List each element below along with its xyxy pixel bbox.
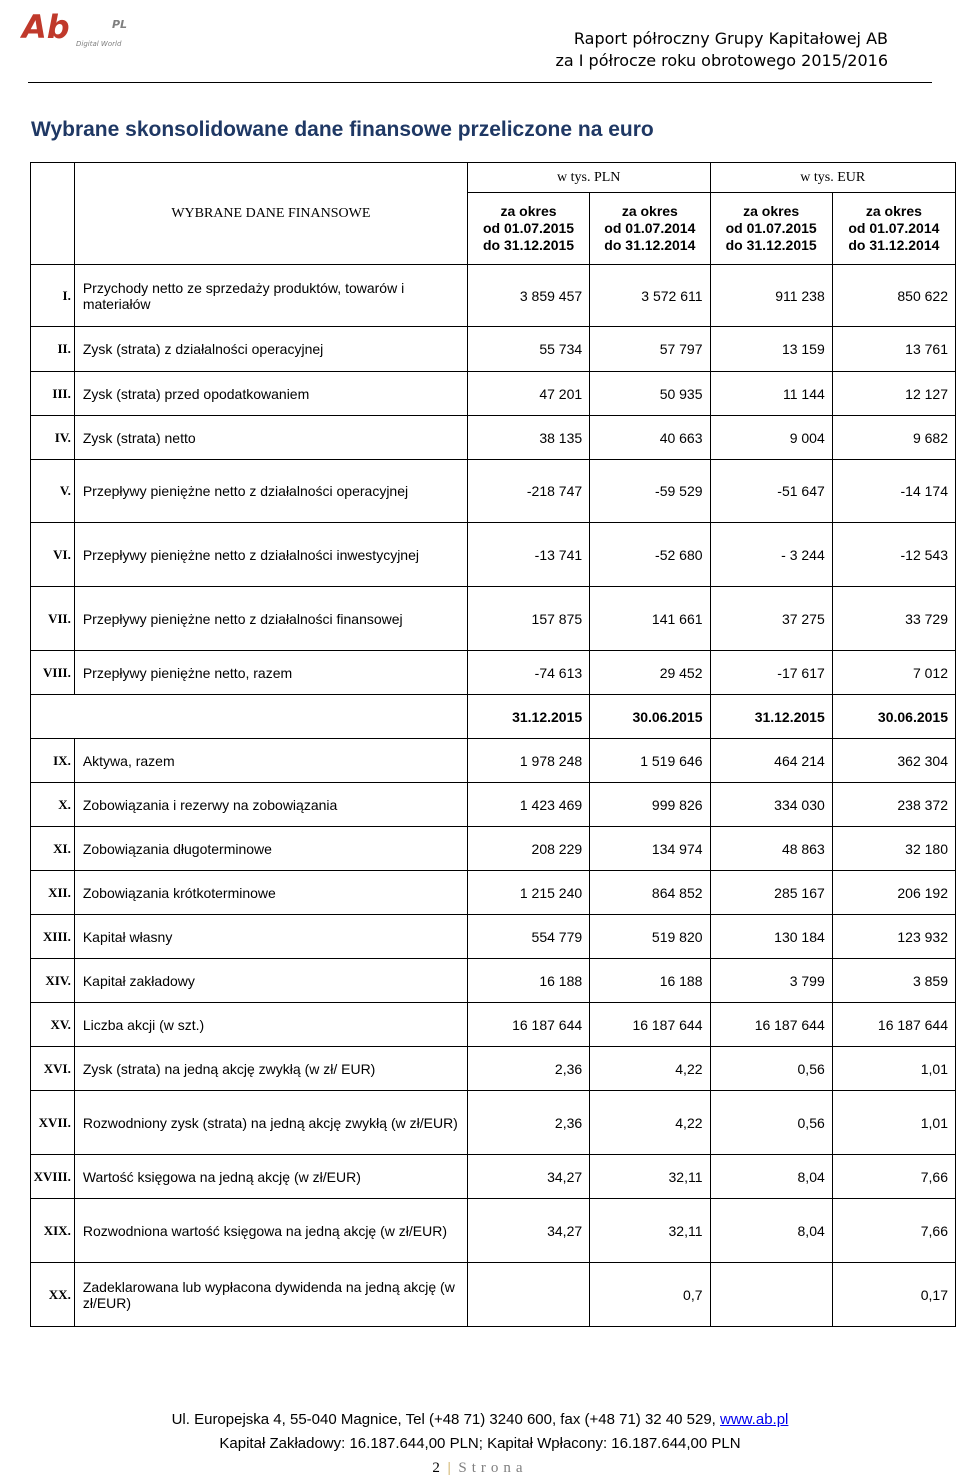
table-row xyxy=(31,1091,956,1155)
logo-sub: PL xyxy=(112,18,128,31)
row-number: VI. xyxy=(31,523,75,587)
value-cell xyxy=(467,1263,589,1327)
value-cell: 8,04 xyxy=(710,1155,832,1199)
row-label: Przepływy pieniężne netto z działalności finansowej xyxy=(74,587,467,651)
value-cell: 12 127 xyxy=(832,372,955,416)
date-header: 31.12.2015 xyxy=(467,695,589,739)
value-cell: 13 761 xyxy=(832,327,955,372)
company-logo xyxy=(20,8,150,48)
value-cell: -51 647 xyxy=(710,460,832,523)
value-cell: 123 932 xyxy=(832,915,955,959)
row-number: XIII. xyxy=(31,915,75,959)
page-footer xyxy=(0,1408,960,1480)
column-header-line: do 31.12.2014 xyxy=(848,237,940,253)
value-cell: -74 613 xyxy=(467,651,589,695)
group-header-pln: w tys. PLN xyxy=(467,163,710,193)
value-cell: 16 187 644 xyxy=(467,1003,589,1047)
logo-text: Ab xyxy=(22,8,70,46)
column-header xyxy=(590,193,710,265)
table-row xyxy=(31,1199,956,1263)
row-number: IX. xyxy=(31,739,75,783)
value-cell: 3 799 xyxy=(710,959,832,1003)
financial-data-table xyxy=(30,162,956,1327)
column-header-line: za okres xyxy=(743,203,800,219)
value-cell: 55 734 xyxy=(467,327,589,372)
value-cell: 13 159 xyxy=(710,327,832,372)
value-cell: 850 622 xyxy=(832,265,955,327)
row-label: Aktywa, razem xyxy=(74,739,467,783)
value-cell: -12 543 xyxy=(832,523,955,587)
value-cell: 285 167 xyxy=(710,871,832,915)
balance-sheet-rows xyxy=(31,739,956,1327)
column-header-line: od 01.07.2014 xyxy=(604,220,696,236)
table-row xyxy=(31,651,956,695)
report-period: za I półrocze roku obrotowego 2015/2016 xyxy=(555,51,888,70)
page-number xyxy=(0,1456,960,1480)
table-row xyxy=(31,827,956,871)
value-cell: 0,56 xyxy=(710,1091,832,1155)
row-number: II. xyxy=(31,327,75,372)
row-label: Zysk (strata) z działalności operacyjnej xyxy=(74,327,467,372)
row-label: Zadeklarowana lub wypłacona dywidenda na jedną akcję (w zł/EUR) xyxy=(74,1263,467,1327)
logo-tag: Digital World xyxy=(76,40,122,48)
value-cell: 1 978 248 xyxy=(467,739,589,783)
value-cell: 208 229 xyxy=(467,827,589,871)
row-number: X. xyxy=(31,783,75,827)
date-header: 31.12.2015 xyxy=(710,695,832,739)
row-number: I. xyxy=(31,265,75,327)
value-cell: 554 779 xyxy=(467,915,589,959)
value-cell: 33 729 xyxy=(832,587,955,651)
column-header-line: od 01.07.2015 xyxy=(483,220,575,236)
footer-capital: Kapitał Zakładowy: 16.187.644,00 PLN; Kapitał Wpłacony: 16.187.644,00 PLN xyxy=(219,1435,741,1452)
value-cell: 48 863 xyxy=(710,827,832,871)
table-row xyxy=(31,959,956,1003)
value-cell: 29 452 xyxy=(590,651,710,695)
value-cell: 334 030 xyxy=(710,783,832,827)
value-cell: 38 135 xyxy=(467,416,589,460)
value-cell: 34,27 xyxy=(467,1155,589,1199)
value-cell: 134 974 xyxy=(590,827,710,871)
value-cell: 37 275 xyxy=(710,587,832,651)
value-cell: 16 187 644 xyxy=(590,1003,710,1047)
date-header-row xyxy=(31,695,956,739)
value-cell: 911 238 xyxy=(710,265,832,327)
value-cell: 130 184 xyxy=(710,915,832,959)
report-title: Raport półroczny Grupy Kapitałowej AB xyxy=(573,29,888,48)
value-cell: 7 012 xyxy=(832,651,955,695)
value-cell: 7,66 xyxy=(832,1155,955,1199)
date-header: 30.06.2015 xyxy=(590,695,710,739)
table-row xyxy=(31,1047,956,1091)
row-label: Zobowiązania krótkoterminowe xyxy=(74,871,467,915)
website-link[interactable]: www.ab.pl xyxy=(720,1411,789,1428)
column-header-line: do 31.12.2015 xyxy=(483,237,575,253)
value-cell: 1,01 xyxy=(832,1091,955,1155)
date-header-blank xyxy=(31,695,468,739)
table-row xyxy=(31,460,956,523)
table-row xyxy=(31,739,956,783)
row-label: Zobowiązania i rezerwy na zobowiązania xyxy=(74,783,467,827)
value-cell: 1 423 469 xyxy=(467,783,589,827)
value-cell: -17 617 xyxy=(710,651,832,695)
row-label: Kapitał zakładowy xyxy=(74,959,467,1003)
page-word: Strona xyxy=(458,1460,528,1476)
table-row xyxy=(31,1003,956,1047)
table-row xyxy=(31,1263,956,1327)
value-cell: 16 187 644 xyxy=(832,1003,955,1047)
value-cell: 11 144 xyxy=(710,372,832,416)
value-cell: -52 680 xyxy=(590,523,710,587)
row-label: Kapitał własny xyxy=(74,915,467,959)
value-cell: 1,01 xyxy=(832,1047,955,1091)
row-label: Przychody netto ze sprzedaży produktów, towarów i materiałów xyxy=(74,265,467,327)
value-cell: -59 529 xyxy=(590,460,710,523)
table-title: WYBRANE DANE FINANSOWE xyxy=(74,163,467,265)
report-header xyxy=(555,28,888,72)
value-cell: 2,36 xyxy=(467,1047,589,1091)
value-cell: 0,17 xyxy=(832,1263,955,1327)
value-cell xyxy=(710,1263,832,1327)
income-cashflow-rows xyxy=(31,265,956,695)
value-cell: 40 663 xyxy=(590,416,710,460)
row-number: VIII. xyxy=(31,651,75,695)
value-cell: 0,7 xyxy=(590,1263,710,1327)
footer-address-text: Ul. Europejska 4, 55-040 Magnice, Tel (+48 71) 3240 600, fax (+48 71) 32 40 529, xyxy=(171,1411,721,1428)
row-number: VII. xyxy=(31,587,75,651)
row-label: Zysk (strata) na jedną akcję zwykłą (w zł/ EUR) xyxy=(74,1047,467,1091)
row-label: Rozwodniony zysk (strata) na jedną akcję zwykłą (w zł/EUR) xyxy=(74,1091,467,1155)
row-number: XI. xyxy=(31,827,75,871)
row-number: XV. xyxy=(31,1003,75,1047)
value-cell: 362 304 xyxy=(832,739,955,783)
header-divider xyxy=(28,82,932,83)
row-label: Wartość księgowa na jedną akcję (w zł/EUR) xyxy=(74,1155,467,1199)
table-row xyxy=(31,416,956,460)
value-cell: 1 519 646 xyxy=(590,739,710,783)
column-header-line: od 01.07.2014 xyxy=(848,220,940,236)
column-header-line: za okres xyxy=(865,203,922,219)
row-label: Przepływy pieniężne netto z działalności inwestycyjnej xyxy=(74,523,467,587)
table-row xyxy=(31,587,956,651)
value-cell: 34,27 xyxy=(467,1199,589,1263)
table-row xyxy=(31,265,956,327)
row-label: Zobowiązania długoterminowe xyxy=(74,827,467,871)
row-label: Przepływy pieniężne netto z działalności operacyjnej xyxy=(74,460,467,523)
value-cell: 9 004 xyxy=(710,416,832,460)
value-cell: 1 215 240 xyxy=(467,871,589,915)
value-cell: 4,22 xyxy=(590,1091,710,1155)
footer-address xyxy=(0,1408,960,1432)
value-cell: 999 826 xyxy=(590,783,710,827)
row-label: Zysk (strata) przed opodatkowaniem xyxy=(74,372,467,416)
value-cell: 464 214 xyxy=(710,739,832,783)
table-row xyxy=(31,783,956,827)
value-cell: 864 852 xyxy=(590,871,710,915)
value-cell: 157 875 xyxy=(467,587,589,651)
column-header-line: za okres xyxy=(500,203,557,219)
row-number: IV. xyxy=(31,416,75,460)
value-cell: 57 797 xyxy=(590,327,710,372)
value-cell: 0,56 xyxy=(710,1047,832,1091)
value-cell: 3 859 xyxy=(832,959,955,1003)
value-cell: 3 572 611 xyxy=(590,265,710,327)
row-label: Zysk (strata) netto xyxy=(74,416,467,460)
value-cell: 519 820 xyxy=(590,915,710,959)
value-cell: 32,11 xyxy=(590,1155,710,1199)
value-cell: 3 859 457 xyxy=(467,265,589,327)
row-label: Przepływy pieniężne netto, razem xyxy=(74,651,467,695)
row-label: Rozwodniona wartość księgowa na jedną akcję (w zł/EUR) xyxy=(74,1199,467,1263)
value-cell: 206 192 xyxy=(832,871,955,915)
table-row xyxy=(31,915,956,959)
value-cell: 16 188 xyxy=(590,959,710,1003)
table-row xyxy=(31,871,956,915)
row-number: III. xyxy=(31,372,75,416)
row-number: XVIII. xyxy=(31,1155,75,1199)
table-row xyxy=(31,327,956,372)
column-header-line: od 01.07.2015 xyxy=(725,220,817,236)
date-header: 30.06.2015 xyxy=(832,695,955,739)
value-cell: 50 935 xyxy=(590,372,710,416)
row-number: XVII. xyxy=(31,1091,75,1155)
value-cell: 32 180 xyxy=(832,827,955,871)
table-row xyxy=(31,1155,956,1199)
value-cell: 9 682 xyxy=(832,416,955,460)
value-cell: -218 747 xyxy=(467,460,589,523)
column-header-line: do 31.12.2015 xyxy=(725,237,817,253)
value-cell: - 3 244 xyxy=(710,523,832,587)
value-cell: 8,04 xyxy=(710,1199,832,1263)
value-cell: -13 741 xyxy=(467,523,589,587)
column-header xyxy=(710,193,832,265)
column-header xyxy=(467,193,589,265)
row-number: XIX. xyxy=(31,1199,75,1263)
value-cell: 16 188 xyxy=(467,959,589,1003)
column-header xyxy=(832,193,955,265)
value-cell: 238 372 xyxy=(832,783,955,827)
group-header-eur: w tys. EUR xyxy=(710,163,955,193)
row-number: XIV. xyxy=(31,959,75,1003)
page-num: 2 xyxy=(432,1460,442,1476)
column-header-line: za okres xyxy=(621,203,678,219)
row-label: Liczba akcji (w szt.) xyxy=(74,1003,467,1047)
row-number: XVI. xyxy=(31,1047,75,1091)
table-row xyxy=(31,523,956,587)
value-cell: 7,66 xyxy=(832,1199,955,1263)
value-cell: -14 174 xyxy=(832,460,955,523)
page-heading: Wybrane skonsolidowane dane finansowe przeliczone na euro xyxy=(31,118,654,141)
value-cell: 32,11 xyxy=(590,1199,710,1263)
row-number: XII. xyxy=(31,871,75,915)
value-cell: 2,36 xyxy=(467,1091,589,1155)
table-row xyxy=(31,372,956,416)
value-cell: 16 187 644 xyxy=(710,1003,832,1047)
row-number: V. xyxy=(31,460,75,523)
column-header-line: do 31.12.2014 xyxy=(604,237,696,253)
row-number: XX. xyxy=(31,1263,75,1327)
corner-cell xyxy=(31,163,75,265)
value-cell: 4,22 xyxy=(590,1047,710,1091)
page-separator: | xyxy=(447,1460,453,1476)
value-cell: 47 201 xyxy=(467,372,589,416)
value-cell: 141 661 xyxy=(590,587,710,651)
